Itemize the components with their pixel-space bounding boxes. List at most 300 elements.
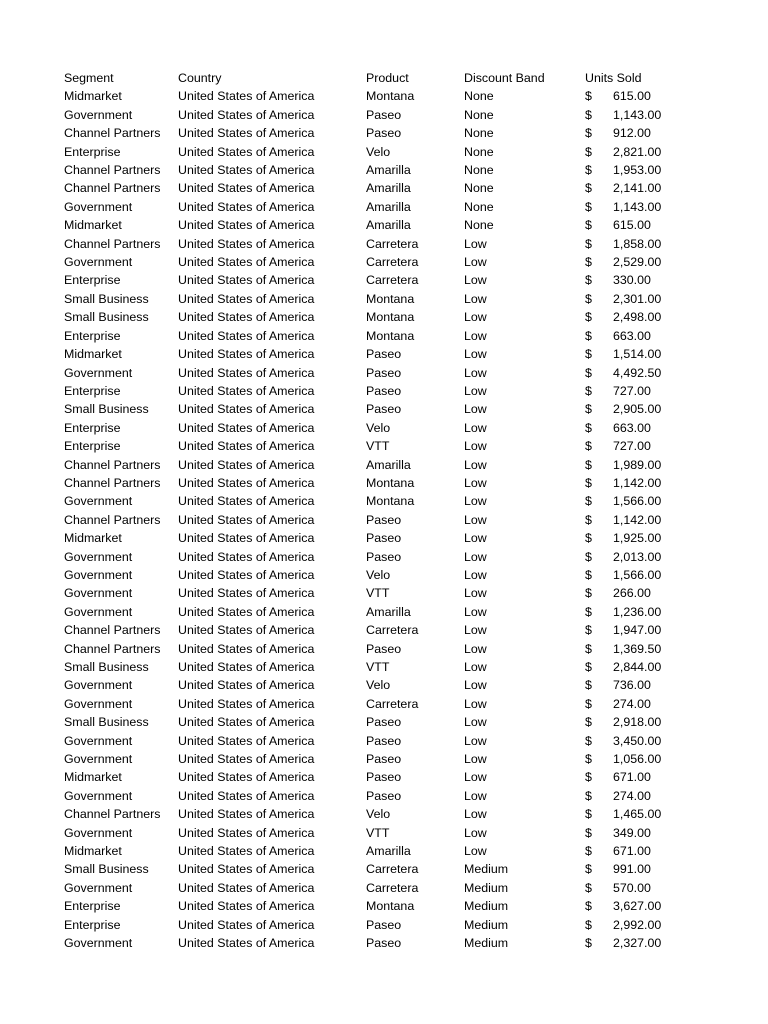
table-row (64, 916, 684, 934)
cell-country: United States of America (178, 402, 315, 417)
header-units-sold: Units Sold (585, 71, 642, 85)
cell-discount-band: None (464, 163, 494, 178)
header-product: Product (366, 71, 409, 85)
cell-product: Montana (366, 475, 415, 490)
cell-discount-band: Low (464, 752, 487, 767)
cell-currency-symbol: $ (585, 328, 592, 343)
cell-segment: Government (64, 586, 133, 601)
cell-product: Amarilla (366, 163, 411, 178)
table-row (64, 419, 684, 437)
cell-segment: Government (64, 107, 133, 122)
cell-country: United States of America (178, 770, 315, 785)
table-row (64, 216, 684, 234)
cell-currency-symbol: $ (585, 89, 592, 104)
cell-country: United States of America (178, 549, 315, 564)
cell-country: United States of America (178, 623, 315, 638)
cell-segment: Channel Partners (64, 512, 161, 527)
cell-units-sold: 727.00 (613, 439, 651, 454)
cell-units-sold: 1,236.00 (613, 604, 662, 619)
cell-currency-symbol: $ (585, 199, 592, 214)
table-row (64, 750, 684, 768)
cell-discount-band: Low (464, 439, 487, 454)
cell-product: Paseo (366, 402, 402, 417)
cell-country: United States of America (178, 880, 315, 895)
cell-discount-band: None (464, 126, 494, 141)
cell-product: Montana (366, 89, 415, 104)
cell-country: United States of America (178, 641, 315, 656)
cell-country: United States of America (178, 917, 315, 932)
cell-units-sold: 274.00 (613, 788, 651, 803)
cell-product: Montana (366, 328, 415, 343)
cell-discount-band: Low (464, 475, 487, 490)
cell-discount-band: Low (464, 402, 487, 417)
cell-segment: Government (64, 696, 133, 711)
cell-country: United States of America (178, 163, 315, 178)
cell-product: Amarilla (366, 218, 411, 233)
cell-units-sold: 1,566.00 (613, 567, 662, 582)
cell-discount-band: Medium (464, 880, 509, 895)
table-row (64, 308, 684, 326)
cell-currency-symbol: $ (585, 899, 592, 914)
cell-currency-symbol: $ (585, 236, 592, 251)
cell-segment: Government (64, 752, 133, 767)
cell-country: United States of America (178, 844, 315, 859)
cell-segment: Midmarket (64, 89, 122, 104)
table-row (64, 603, 684, 621)
cell-units-sold: 1,143.00 (613, 199, 662, 214)
cell-segment: Small Business (64, 310, 149, 325)
cell-discount-band: Low (464, 310, 487, 325)
table-row (64, 327, 684, 345)
cell-discount-band: Low (464, 365, 487, 380)
cell-currency-symbol: $ (585, 439, 592, 454)
cell-discount-band: Low (464, 236, 487, 251)
cell-segment: Channel Partners (64, 807, 161, 822)
cell-product: Montana (366, 291, 415, 306)
cell-units-sold: 1,514.00 (613, 347, 662, 362)
cell-product: VTT (366, 586, 390, 601)
cell-currency-symbol: $ (585, 181, 592, 196)
cell-discount-band: Low (464, 567, 487, 582)
cell-country: United States of America (178, 420, 315, 435)
cell-product: Paseo (366, 715, 402, 730)
cell-country: United States of America (178, 365, 315, 380)
table-row (64, 511, 684, 529)
cell-product: Velo (366, 420, 391, 435)
cell-units-sold: 1,989.00 (613, 457, 662, 472)
cell-country: United States of America (178, 347, 315, 362)
cell-segment: Small Business (64, 291, 149, 306)
table-row (64, 768, 684, 786)
cell-currency-symbol: $ (585, 126, 592, 141)
cell-segment: Enterprise (64, 328, 121, 343)
cell-discount-band: None (464, 144, 494, 159)
cell-units-sold: 991.00 (613, 862, 651, 877)
cell-product: Paseo (366, 383, 402, 398)
cell-country: United States of America (178, 733, 315, 748)
table-row (64, 805, 684, 823)
cell-discount-band: Medium (464, 862, 509, 877)
cell-units-sold: 2,301.00 (613, 291, 662, 306)
cell-product: Paseo (366, 788, 402, 803)
cell-segment: Government (64, 733, 133, 748)
cell-product: Carretera (366, 255, 419, 270)
cell-country: United States of America (178, 715, 315, 730)
cell-product: Paseo (366, 936, 402, 951)
cell-currency-symbol: $ (585, 917, 592, 932)
cell-segment: Government (64, 365, 133, 380)
cell-product: VTT (366, 439, 390, 454)
cell-country: United States of America (178, 586, 315, 601)
table-row (64, 860, 684, 878)
cell-segment: Government (64, 567, 133, 582)
cell-discount-band: Medium (464, 917, 509, 932)
cell-discount-band: Low (464, 457, 487, 472)
cell-units-sold: 1,947.00 (613, 623, 662, 638)
table-row (64, 695, 684, 713)
cell-segment: Channel Partners (64, 623, 161, 638)
cell-country: United States of America (178, 862, 315, 877)
cell-units-sold: 615.00 (613, 89, 651, 104)
cell-segment: Small Business (64, 715, 149, 730)
cell-discount-band: None (464, 199, 494, 214)
cell-units-sold: 2,992.00 (613, 917, 662, 932)
cell-product: Paseo (366, 365, 402, 380)
cell-currency-symbol: $ (585, 420, 592, 435)
cell-country: United States of America (178, 310, 315, 325)
cell-segment: Channel Partners (64, 641, 161, 656)
cell-currency-symbol: $ (585, 880, 592, 895)
cell-product: Paseo (366, 347, 402, 362)
cell-product: VTT (366, 825, 390, 840)
cell-segment: Enterprise (64, 899, 121, 914)
table-row (64, 713, 684, 731)
cell-product: Montana (366, 494, 415, 509)
cell-units-sold: 1,858.00 (613, 236, 662, 251)
cell-discount-band: Low (464, 420, 487, 435)
cell-product: Amarilla (366, 457, 411, 472)
cell-country: United States of America (178, 439, 315, 454)
cell-units-sold: 1,953.00 (613, 163, 662, 178)
cell-country: United States of America (178, 144, 315, 159)
cell-units-sold: 663.00 (613, 420, 651, 435)
cell-currency-symbol: $ (585, 752, 592, 767)
cell-currency-symbol: $ (585, 678, 592, 693)
cell-segment: Channel Partners (64, 163, 161, 178)
table-row (64, 732, 684, 750)
cell-country: United States of America (178, 752, 315, 767)
table-row (64, 824, 684, 842)
cell-product: Velo (366, 567, 391, 582)
cell-discount-band: Low (464, 586, 487, 601)
cell-currency-symbol: $ (585, 383, 592, 398)
cell-units-sold: 2,529.00 (613, 255, 662, 270)
cell-discount-band: Low (464, 494, 487, 509)
cell-discount-band: None (464, 218, 494, 233)
cell-product: Carretera (366, 623, 419, 638)
cell-product: Paseo (366, 770, 402, 785)
table-row (64, 345, 684, 363)
cell-country: United States of America (178, 678, 315, 693)
cell-units-sold: 912.00 (613, 126, 651, 141)
cell-segment: Channel Partners (64, 126, 161, 141)
cell-country: United States of America (178, 567, 315, 582)
cell-units-sold: 615.00 (613, 218, 651, 233)
cell-units-sold: 671.00 (613, 844, 651, 859)
cell-product: Paseo (366, 512, 402, 527)
cell-country: United States of America (178, 328, 315, 343)
cell-discount-band: None (464, 89, 494, 104)
cell-currency-symbol: $ (585, 365, 592, 380)
cell-units-sold: 2,821.00 (613, 144, 662, 159)
cell-product: Amarilla (366, 844, 411, 859)
cell-currency-symbol: $ (585, 696, 592, 711)
table-row (64, 364, 684, 382)
cell-segment: Channel Partners (64, 181, 161, 196)
cell-product: Paseo (366, 549, 402, 564)
cell-currency-symbol: $ (585, 770, 592, 785)
cell-discount-band: Low (464, 512, 487, 527)
cell-currency-symbol: $ (585, 862, 592, 877)
cell-segment: Government (64, 255, 133, 270)
cell-units-sold: 3,627.00 (613, 899, 662, 914)
cell-product: Amarilla (366, 199, 411, 214)
cell-discount-band: Low (464, 770, 487, 785)
cell-currency-symbol: $ (585, 733, 592, 748)
cell-currency-symbol: $ (585, 531, 592, 546)
header-discount-band: Discount Band (464, 71, 545, 85)
table-row (64, 382, 684, 400)
cell-discount-band: Low (464, 549, 487, 564)
cell-currency-symbol: $ (585, 660, 592, 674)
table-row (64, 492, 684, 510)
cell-segment: Enterprise (64, 420, 121, 435)
cell-country: United States of America (178, 899, 315, 914)
cell-currency-symbol: $ (585, 641, 592, 656)
table-row (64, 640, 684, 658)
table-row (64, 456, 684, 474)
cell-currency-symbol: $ (585, 402, 592, 417)
cell-currency-symbol: $ (585, 715, 592, 730)
cell-segment: Enterprise (64, 383, 121, 398)
cell-segment: Midmarket (64, 770, 122, 785)
cell-segment: Government (64, 880, 133, 895)
table-body (64, 87, 684, 952)
cell-discount-band: Low (464, 604, 487, 619)
cell-product: Carretera (366, 696, 419, 711)
cell-units-sold: 1,143.00 (613, 107, 662, 122)
table-row (64, 474, 684, 492)
cell-discount-band: Low (464, 255, 487, 270)
cell-country: United States of America (178, 236, 315, 251)
cell-currency-symbol: $ (585, 218, 592, 233)
table-row (64, 529, 684, 547)
cell-country: United States of America (178, 788, 315, 803)
cell-units-sold: 2,844.00 (613, 660, 662, 674)
cell-product: Carretera (366, 273, 419, 288)
cell-currency-symbol: $ (585, 107, 592, 122)
cell-discount-band: Low (464, 715, 487, 730)
cell-segment: Enterprise (64, 439, 121, 454)
cell-units-sold: 2,498.00 (613, 310, 662, 325)
cell-product: Paseo (366, 917, 402, 932)
cell-product: Paseo (366, 531, 402, 546)
cell-segment: Enterprise (64, 917, 121, 932)
cell-segment: Small Business (64, 862, 149, 877)
cell-currency-symbol: $ (585, 144, 592, 159)
cell-units-sold: 3,450.00 (613, 733, 662, 748)
cell-segment: Small Business (64, 402, 149, 417)
cell-country: United States of America (178, 604, 315, 619)
table-row (64, 179, 684, 197)
cell-product: Velo (366, 678, 391, 693)
cell-units-sold: 330.00 (613, 273, 651, 288)
table-row (64, 143, 684, 161)
cell-discount-band: Low (464, 660, 487, 674)
table-row (64, 842, 684, 860)
cell-currency-symbol: $ (585, 604, 592, 619)
cell-units-sold: 663.00 (613, 328, 651, 343)
cell-country: United States of America (178, 807, 315, 822)
cell-units-sold: 2,141.00 (613, 181, 662, 196)
cell-segment: Channel Partners (64, 475, 161, 490)
table-row (64, 548, 684, 566)
cell-segment: Small Business (64, 660, 149, 674)
cell-segment: Government (64, 788, 133, 803)
cell-segment: Channel Partners (64, 457, 161, 472)
cell-discount-band: Low (464, 328, 487, 343)
cell-discount-band: None (464, 181, 494, 196)
cell-product: Paseo (366, 126, 402, 141)
cell-currency-symbol: $ (585, 163, 592, 178)
cell-country: United States of America (178, 273, 315, 288)
cell-segment: Government (64, 936, 133, 951)
header-country: Country (178, 71, 222, 85)
cell-country: United States of America (178, 107, 315, 122)
cell-segment: Government (64, 678, 133, 693)
table-row (64, 235, 684, 253)
cell-units-sold: 1,142.00 (613, 512, 662, 527)
cell-country: United States of America (178, 660, 315, 674)
cell-country: United States of America (178, 218, 315, 233)
cell-product: Paseo (366, 107, 402, 122)
cell-product: Carretera (366, 880, 419, 895)
cell-currency-symbol: $ (585, 936, 592, 951)
cell-product: Amarilla (366, 604, 411, 619)
cell-discount-band: Low (464, 347, 487, 362)
cell-country: United States of America (178, 936, 315, 951)
cell-country: United States of America (178, 825, 315, 840)
cell-product: Paseo (366, 733, 402, 748)
cell-discount-band: Low (464, 807, 487, 822)
cell-product: Paseo (366, 641, 402, 656)
cell-units-sold: 1,566.00 (613, 494, 662, 509)
cell-segment: Government (64, 549, 133, 564)
cell-units-sold: 274.00 (613, 696, 651, 711)
cell-segment: Channel Partners (64, 236, 161, 251)
table-row (64, 566, 684, 584)
cell-currency-symbol: $ (585, 475, 592, 490)
table-row (64, 879, 684, 897)
cell-country: United States of America (178, 531, 315, 546)
cell-segment: Government (64, 604, 133, 619)
cell-units-sold: 1,056.00 (613, 752, 662, 767)
table-row (64, 271, 684, 289)
cell-units-sold: 671.00 (613, 770, 651, 785)
cell-segment: Government (64, 199, 133, 214)
cell-units-sold: 1,142.00 (613, 475, 662, 490)
table-row (64, 621, 684, 639)
cell-units-sold: 1,925.00 (613, 531, 662, 546)
cell-discount-band: Low (464, 383, 487, 398)
cell-product: Paseo (366, 752, 402, 767)
cell-country: United States of America (178, 512, 315, 527)
cell-units-sold: 1,465.00 (613, 807, 662, 822)
cell-discount-band: Medium (464, 936, 509, 951)
cell-product: Velo (366, 807, 391, 822)
cell-segment: Midmarket (64, 844, 122, 859)
cell-currency-symbol: $ (585, 844, 592, 859)
cell-units-sold: 349.00 (613, 825, 651, 840)
cell-product: VTT (366, 660, 390, 674)
cell-segment: Midmarket (64, 218, 122, 233)
cell-product: Carretera (366, 862, 419, 877)
sales-table (64, 69, 684, 953)
cell-country: United States of America (178, 696, 315, 711)
table-row (64, 676, 684, 694)
cell-units-sold: 4,492.50 (613, 365, 662, 380)
cell-segment: Government (64, 825, 133, 840)
cell-country: United States of America (178, 181, 315, 196)
table-row (64, 400, 684, 418)
cell-currency-symbol: $ (585, 807, 592, 822)
cell-product: Amarilla (366, 181, 411, 196)
cell-units-sold: 736.00 (613, 678, 651, 693)
cell-currency-symbol: $ (585, 788, 592, 803)
cell-currency-symbol: $ (585, 273, 592, 288)
cell-discount-band: Low (464, 696, 487, 711)
cell-segment: Enterprise (64, 273, 121, 288)
cell-discount-band: Low (464, 678, 487, 693)
cell-currency-symbol: $ (585, 255, 592, 270)
cell-country: United States of America (178, 457, 315, 472)
cell-country: United States of America (178, 89, 315, 104)
cell-discount-band: Low (464, 844, 487, 859)
cell-currency-symbol: $ (585, 549, 592, 564)
cell-country: United States of America (178, 291, 315, 306)
cell-currency-symbol: $ (585, 494, 592, 509)
table-header-row (64, 69, 684, 87)
table-row (64, 106, 684, 124)
cell-units-sold: 570.00 (613, 880, 651, 895)
cell-product: Carretera (366, 236, 419, 251)
cell-country: United States of America (178, 255, 315, 270)
cell-product: Velo (366, 144, 391, 159)
header-segment: Segment (64, 71, 114, 85)
table-row (64, 290, 684, 308)
cell-units-sold: 2,013.00 (613, 549, 662, 564)
cell-segment: Midmarket (64, 347, 122, 362)
cell-units-sold: 1,369.50 (613, 641, 662, 656)
cell-currency-symbol: $ (585, 347, 592, 362)
cell-discount-band: Low (464, 825, 487, 840)
cell-product: Montana (366, 310, 415, 325)
table-row (64, 437, 684, 455)
cell-units-sold: 2,327.00 (613, 936, 662, 951)
cell-currency-symbol: $ (585, 457, 592, 472)
cell-currency-symbol: $ (585, 567, 592, 582)
table-row (64, 161, 684, 179)
